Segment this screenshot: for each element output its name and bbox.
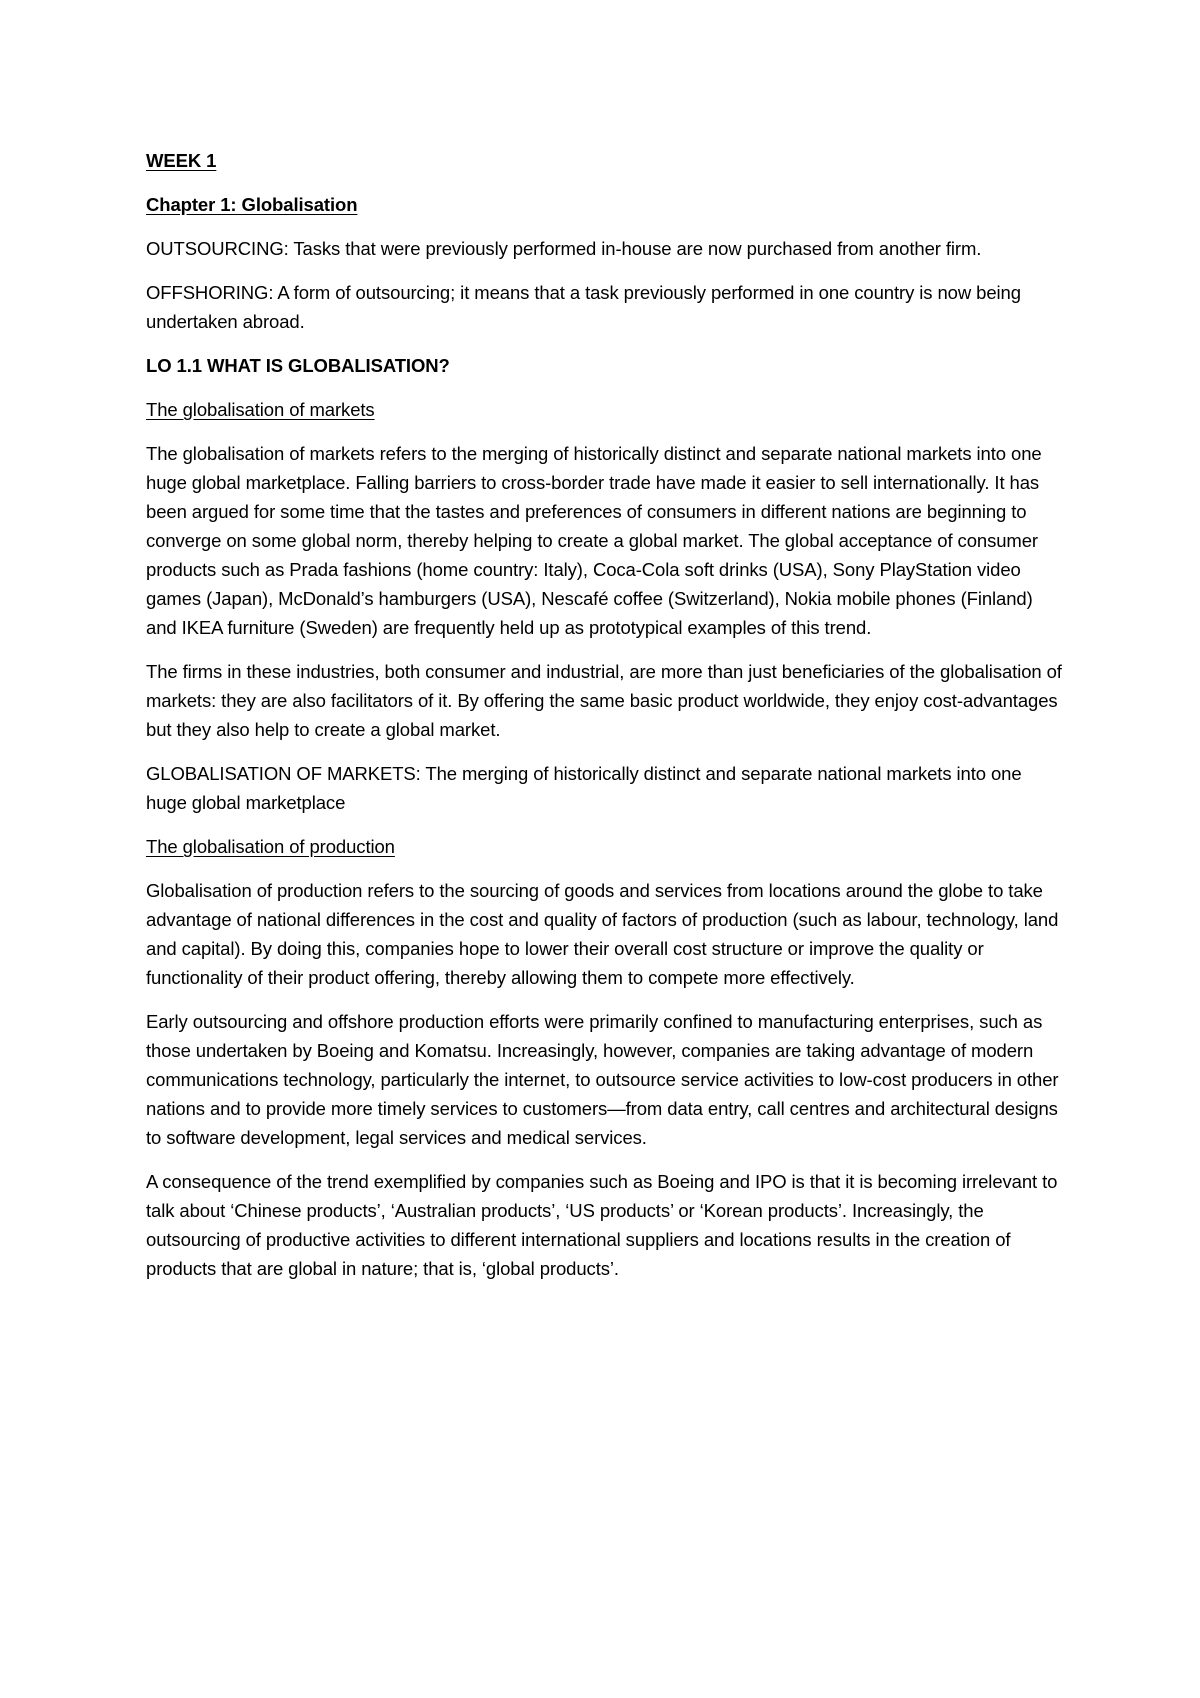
markets-definition: GLOBALISATION OF MARKETS: The merging of historically distinct and separate national markets into one huge global marketplace — [146, 763, 1022, 813]
outsourcing-definition: OUTSOURCING: Tasks that were previously performed in-house are now purchased from another firm. — [146, 238, 982, 259]
production-subheading: The globalisation of production — [146, 836, 395, 857]
markets-subheading: The globalisation of markets — [146, 399, 375, 420]
document-page — [146, 146, 1066, 1298]
learning-objective-heading: LO 1.1 WHAT IS GLOBALISATION? — [146, 355, 450, 376]
week-heading: WEEK 1 — [146, 150, 217, 171]
production-paragraph-2: Early outsourcing and offshore production efforts were primarily confined to manufacturing enterprises, such as those undertaken by Boeing and Komatsu. Increasingly, however, companies are taking advantage of modern communications technology, particularly the internet, to outsource service activities to low-cost producers in other nations and to provide more timely services to customers—from data entry, call centres and architectural designs to software development, legal services and medical services. — [146, 1011, 1059, 1148]
production-paragraph-1: Globalisation of production refers to the sourcing of goods and services from locations around the globe to take advantage of national differences in the cost and quality of factors of production (such as labour, technology, land and capital). By doing this, companies hope to lower their overall cost structure or improve the quality or functionality of their product offering, thereby allowing them to compete more effectively. — [146, 880, 1059, 988]
production-paragraph-3: A consequence of the trend exemplified by companies such as Boeing and IPO is that it is becoming irrelevant to talk about ‘Chinese products’, ‘Australian products’, ‘US products’ or ‘Korean products’. Increasingly, the outsourcing of productive activities to different international suppliers and locations results in the creation of products that are global in nature; that is, ‘global products’. — [146, 1171, 1058, 1279]
markets-paragraph-2: The firms in these industries, both consumer and industrial, are more than just beneficiaries of the globalisation of markets: they are also facilitators of it. By offering the same basic product worldwide, they enjoy cost-advantages but they also help to create a global market. — [146, 661, 1062, 740]
offshoring-definition: OFFSHORING: A form of outsourcing; it means that a task previously performed in one country is now being undertaken abroad. — [146, 282, 1021, 332]
chapter-heading: Chapter 1: Globalisation — [146, 194, 358, 215]
markets-paragraph-1: The globalisation of markets refers to the merging of historically distinct and separate national markets into one huge global marketplace. Falling barriers to cross-border trade have made it easier to sell internationally. It has been argued for some time that the tastes and preferences of consumers in different nations are beginning to converge on some global norm, thereby helping to create a global market. The global acceptance of consumer products such as Prada fashions (home country: Italy), Coca-Cola soft drinks (USA), Sony PlayStation video games (Japan), McDonald’s hamburgers (USA), Nescafé coffee (Switzerland), Nokia mobile phones (Finland) and IKEA furniture (Sweden) are frequently held up as prototypical examples of this trend. — [146, 443, 1042, 638]
